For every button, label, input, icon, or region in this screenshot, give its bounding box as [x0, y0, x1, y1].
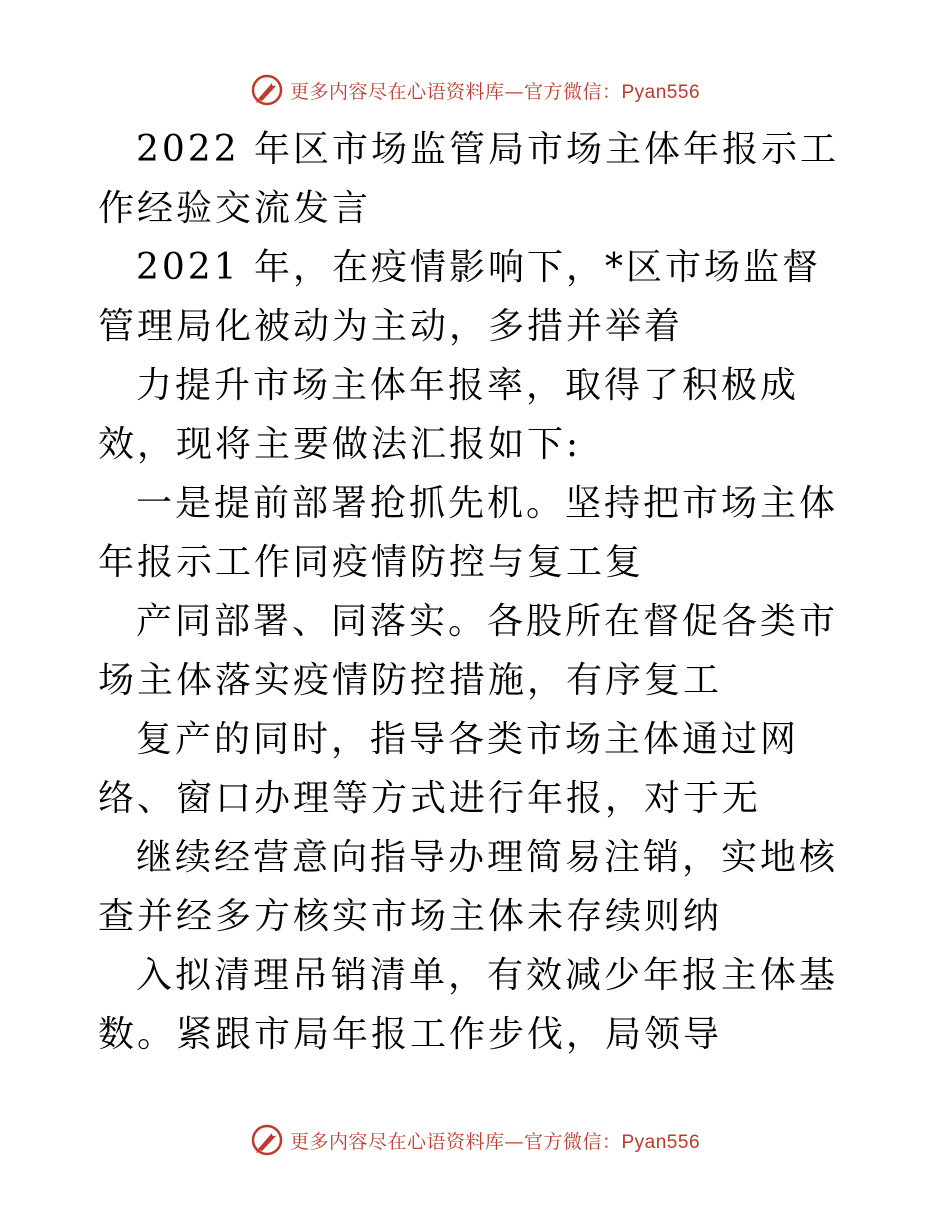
paragraph-2: 力提升市场主体年报率，取得了积极成效，现将主要做法汇报如下: — [98, 365, 800, 465]
paragraph-3: 一是提前部署抢抓先机。坚持把市场主体年报示工作同疫情防控与复工复 — [98, 483, 839, 583]
header-banner — [0, 70, 950, 110]
pen-logo-icon — [250, 73, 284, 107]
footer-promo-text: 更多内容尽在心语资料库—官方微信：Pyan556 — [289, 1130, 701, 1153]
paragraph-4: 产同部署、同落实。各股所在督促各类市场主体落实疫情防控措施，有序复工 — [98, 601, 839, 701]
footer-banner — [0, 1120, 950, 1160]
header-promo-text: 更多内容尽在心语资料库—官方微信：Pyan556 — [289, 80, 701, 103]
footer-wechat-id: Pyan556 — [621, 1131, 701, 1153]
paragraph-6: 继续经营意向指导办理简易注销，实地核查并经多方核实市场主体未存续则纳 — [98, 837, 839, 937]
document-body — [98, 120, 858, 1064]
paragraph-1: 2021 年，在疫情影响下，*区市场监督管理局化被动为主动，多措并举着 — [98, 247, 822, 347]
document-title: 2022 年区市场监管局市场主体年报示工作经验交流发言 — [98, 129, 840, 229]
paragraph-7: 入拟清理吊销清单，有效减少年报主体基数。紧跟市局年报工作步伐，局领导 — [98, 955, 839, 1055]
header-wechat-id: Pyan556 — [621, 81, 701, 103]
paragraph-5: 复产的同时，指导各类市场主体通过网络、窗口办理等方式进行年报，对于无 — [98, 719, 800, 819]
pen-logo-icon — [250, 1123, 284, 1157]
